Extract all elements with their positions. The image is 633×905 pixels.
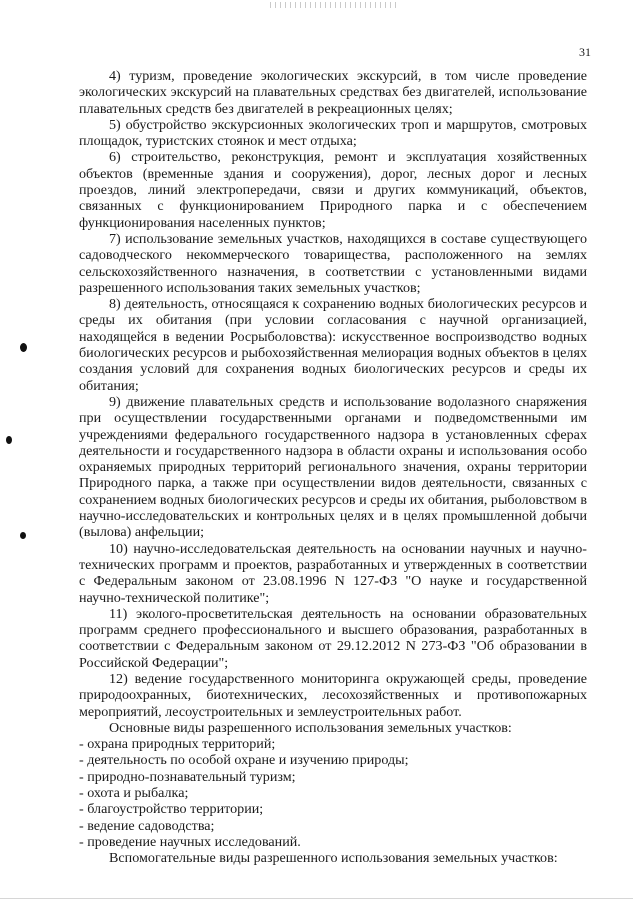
punch-hole-mark	[6, 436, 12, 444]
punch-hole-mark	[20, 343, 27, 352]
paragraph-item-8: 8) деятельность, относящаяся к сохранению водных биологических ресурсов и среды их обитания (при условии согласования с научной организацией, находящейся в ведении Росрыболовства): искусственное воспроизводство водных биологических ресурсов и рыбохозяйственная мелиорация водных объектов в целях создания условий для сохранения водных биологических ресурсов и среды их обитания;	[79, 296, 587, 394]
list-item: - деятельность по особой охране и изучению природы;	[79, 752, 409, 769]
punch-hole-mark	[20, 532, 26, 539]
document-body	[79, 68, 587, 867]
paragraph-item-6: 6) строительство, реконструкция, ремонт и эксплуатация хозяйственных объектов (временные здания и сооружения), дорог, лесных дорог и лесных проездов, линий электропередачи, связи и других коммуникаций, объектов, связанных с функционированием Природного парка и с обеспечением функционирования населенных пунктов;	[79, 149, 587, 231]
paragraph-item-5: 5) обустройство экскурсионных экологических троп и маршрутов, смотровых площадок, туристских стоянок и мест отдыха;	[79, 116, 587, 150]
main-uses-heading: Основные виды разрешенного использования земельных участков:	[109, 719, 512, 736]
page-number: 31	[579, 45, 591, 59]
paragraph-item-7: 7) использование земельных участков, находящихся в составе существующего садоводческого некоммерческого товарищества, расположенного на землях сельскохозяйственного назначения, в соответствии с установленными видами разрешенного использования таких земельных участков;	[79, 230, 587, 296]
paragraph-item-4: 4) туризм, проведение экологических экскурсий, в том числе проведение экологических экскурсий на плавательных средствах без двигателей, использование плавательных средств без двигателей в рекреационных целях;	[79, 68, 587, 117]
paragraph-item-12: 12) ведение государственного мониторинга окружающей среды, проведение природоохранных, биотехнических, лесохозяйственных и противопожарных мероприятий, лесоустроительных и землеустроительных работ.	[79, 670, 587, 720]
list-item: - охрана природных территорий;	[79, 736, 276, 753]
paragraph-item-11: 11) эколого-просветительская деятельность на основании образовательных программ среднего профессионального и высшего образования, разработанных в соответствии с Федеральным законом от 29.12.2012 N 273-ФЗ "Об образовании в Российской Федерации";	[79, 605, 587, 671]
paragraph-item-9: 9) движение плавательных средств и использование водолазного снаряжения при осуществлении государственными органами и подведомственными им учреждениями федерального государственного надзора в установленных сферах деятельности и государственного надзора в области охраны и использования особо охраняемых природных территорий регионального значения, охраны территории Природного парка, а также при осуществлении видов деятельности, связанных с сохранением водных биологических ресурсов и среды их обитания, рыболовством в научно-исследовательских и контрольных целях и в целях промышленной добычи (вылова) анфельции;	[79, 393, 587, 541]
list-item: - благоустройство территории;	[79, 801, 264, 818]
page-edge	[0, 898, 633, 899]
list-item: - природно-познавательный туризм;	[79, 768, 296, 785]
list-item: - ведение садоводства;	[79, 817, 215, 834]
list-item: - проведение научных исследований.	[79, 833, 301, 850]
scan-artifact	[270, 2, 400, 8]
list-item: - охота и рыбалка;	[79, 785, 189, 802]
paragraph-item-10: 10) научно-исследовательская деятельность на основании научных и научно-технических программ и проектов, разработанных и утвержденных в соответствии с Федеральным законом от 23.08.1996 N 127-ФЗ "О науке и государственной научно-технической политике";	[79, 540, 587, 606]
aux-uses-heading: Вспомогательные виды разрешенного использования земельных участков:	[109, 850, 558, 867]
